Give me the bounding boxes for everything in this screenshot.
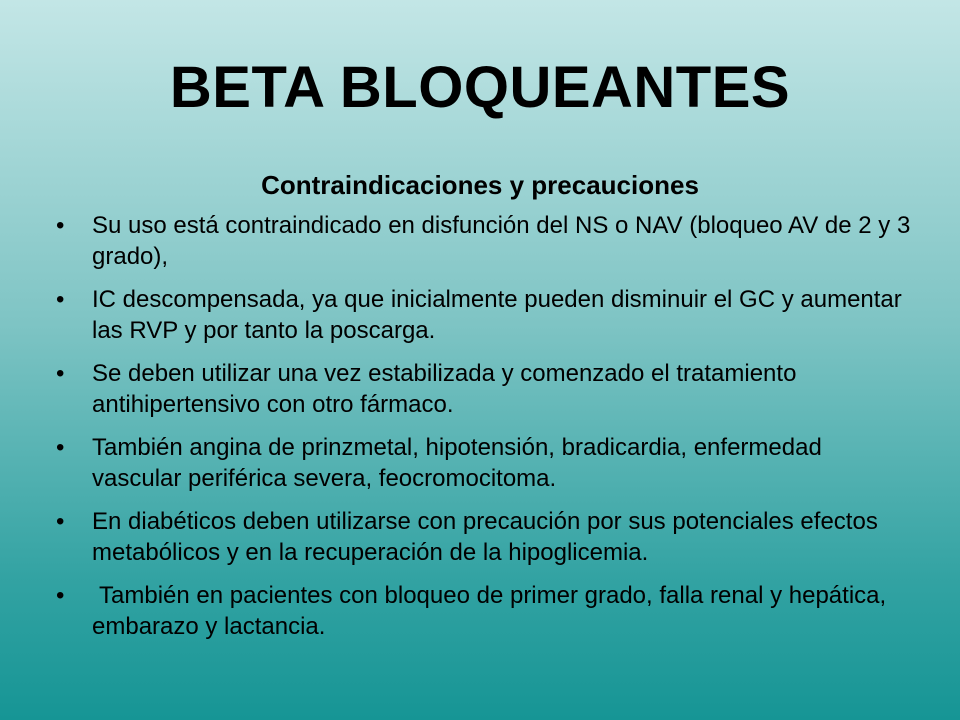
bullet-item (56, 580, 916, 642)
bullet-item (56, 506, 916, 568)
bullet-dot-icon: • (56, 360, 65, 387)
bullet-dot-icon: • (56, 434, 65, 461)
bullet-text: Su uso está contraindicado en disfunción del NS o NAV (bloqueo AV de 2 y 3 grado), (92, 212, 911, 270)
bullet-item (56, 358, 916, 420)
bullet-list (56, 210, 916, 654)
bullet-text: Se deben utilizar una vez estabilizada y comenzado el tratamiento antihipertensivo con otro fármaco. (92, 360, 797, 418)
bullet-dot-icon: • (56, 212, 65, 239)
bullet-text: En diabéticos deben utilizarse con precaución por sus potenciales efectos metabólicos y en la recuperación de la hipoglicemia. (92, 508, 878, 566)
slide-title: BETA BLOQUEANTES (169, 55, 791, 120)
bullet-dot-icon: • (56, 508, 65, 535)
bullet-item (56, 210, 916, 272)
bullet-item (56, 284, 916, 346)
bullet-text: IC descompensada, ya que inicialmente pueden disminuir el GC y aumentar las RVP y por tanto la poscarga. (92, 286, 902, 344)
bullet-item (56, 432, 916, 494)
slide-subtitle: Contraindicaciones y precauciones (261, 170, 699, 200)
bullet-text: También angina de prinzmetal, hipotensión, bradicardia, enfermedad vascular periférica severa, feocromocitoma. (92, 434, 822, 492)
bullet-dot-icon: • (56, 582, 65, 609)
bullet-dot-icon: • (56, 286, 65, 313)
bullet-text: También en pacientes con bloqueo de primer grado, falla renal y hepática, embarazo y lactancia. (92, 582, 887, 640)
